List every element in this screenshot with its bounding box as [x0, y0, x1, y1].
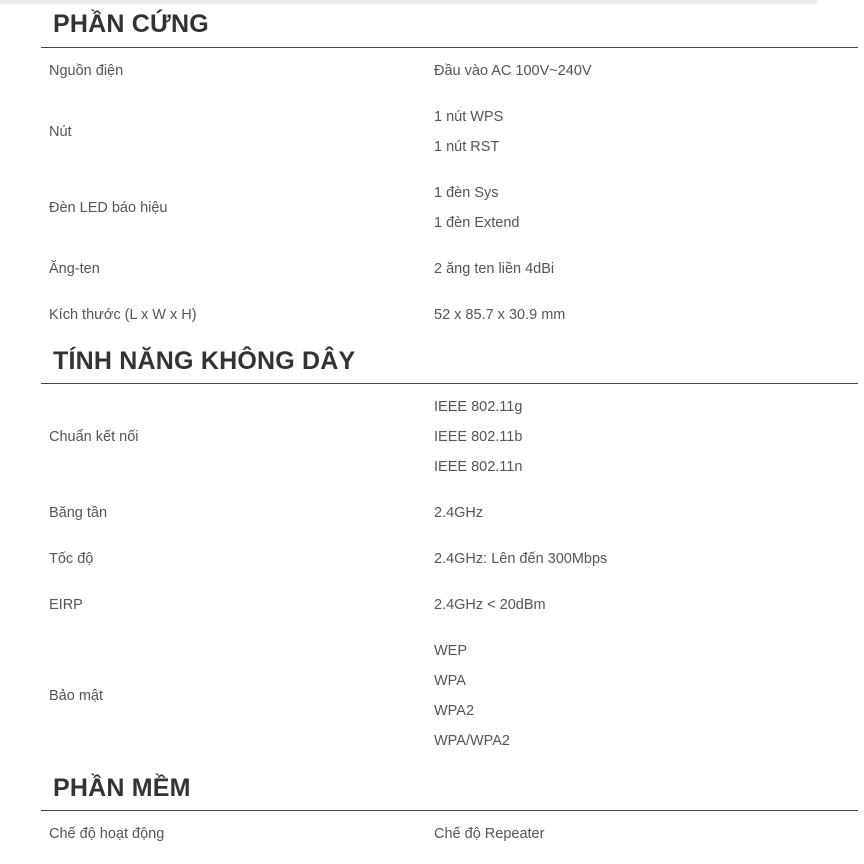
- spec-value: 1 đèn Extend: [434, 215, 520, 231]
- spec-value: 1 nút RST: [434, 139, 500, 155]
- spec-label: Băng tần: [49, 505, 108, 521]
- section-software: [41, 769, 858, 857]
- spec-value: IEEE 802.11b: [434, 429, 523, 445]
- spec-values: [434, 498, 483, 528]
- spec-row: [41, 582, 858, 628]
- spec-values: [434, 544, 607, 574]
- spec-values: [434, 56, 592, 86]
- spec-label: Chế độ hoạt động: [49, 826, 165, 842]
- spec-values: [434, 178, 519, 238]
- spec-label: Bảo mật: [49, 688, 103, 704]
- spec-values: [434, 590, 546, 620]
- section-hardware: [41, 6, 858, 338]
- spec-values: [434, 300, 565, 330]
- spec-value: 2 ăng ten liền 4dBi: [434, 261, 555, 277]
- section-wireless: [41, 342, 858, 764]
- spec-row: [41, 628, 858, 764]
- spec-row: [41, 48, 858, 94]
- spec-value: WPA/WPA2: [434, 733, 510, 749]
- spec-row: [41, 384, 858, 490]
- spec-value: WPA: [434, 673, 466, 689]
- spec-row: [41, 811, 858, 857]
- spec-label: Nút: [49, 124, 72, 140]
- spec-values: [434, 392, 522, 482]
- spec-value: 52 x 85.7 x 30.9 mm: [434, 307, 566, 323]
- spec-values: [434, 102, 503, 162]
- spec-row: [41, 490, 858, 536]
- spec-row: [41, 170, 858, 246]
- spec-row: [41, 292, 858, 338]
- spec-label: Tốc độ: [49, 551, 94, 567]
- spec-label: EIRP: [49, 597, 83, 613]
- spec-value: WPA2: [434, 703, 475, 719]
- spec-value: 2.4GHz: [434, 505, 484, 521]
- spec-value: IEEE 802.11n: [434, 459, 523, 475]
- spec-label: Ăng-ten: [49, 261, 100, 277]
- section-title: PHẦN MỀM: [41, 769, 858, 811]
- spec-values: [434, 819, 544, 849]
- spec-row: [41, 94, 858, 170]
- section-title: TÍNH NĂNG KHÔNG DÂY: [41, 342, 858, 384]
- spec-value: 2.4GHz < 20dBm: [434, 597, 546, 613]
- spec-value: Chế độ Repeater: [434, 826, 545, 842]
- spec-value: 1 đèn Sys: [434, 185, 499, 201]
- spec-values: [434, 254, 554, 284]
- spec-label: Chuẩn kết nối: [49, 429, 139, 445]
- section-title: PHẦN CỨNG: [41, 6, 858, 48]
- spec-row: [41, 536, 858, 582]
- top-divider-bar: [0, 0, 817, 4]
- spec-value: IEEE 802.11g: [434, 399, 523, 415]
- spec-value: 1 nút WPS: [434, 109, 504, 125]
- spec-row: [41, 246, 858, 292]
- spec-value: 2.4GHz: Lên đến 300Mbps: [434, 551, 608, 567]
- spec-label: Nguồn điện: [49, 63, 124, 79]
- spec-value: Đầu vào AC 100V~240V: [434, 63, 592, 79]
- spec-label: Đèn LED báo hiệu: [49, 200, 168, 216]
- spec-values: [434, 636, 510, 756]
- spec-label: Kích thước (L x W x H): [49, 307, 197, 323]
- spec-value: WEP: [434, 643, 468, 659]
